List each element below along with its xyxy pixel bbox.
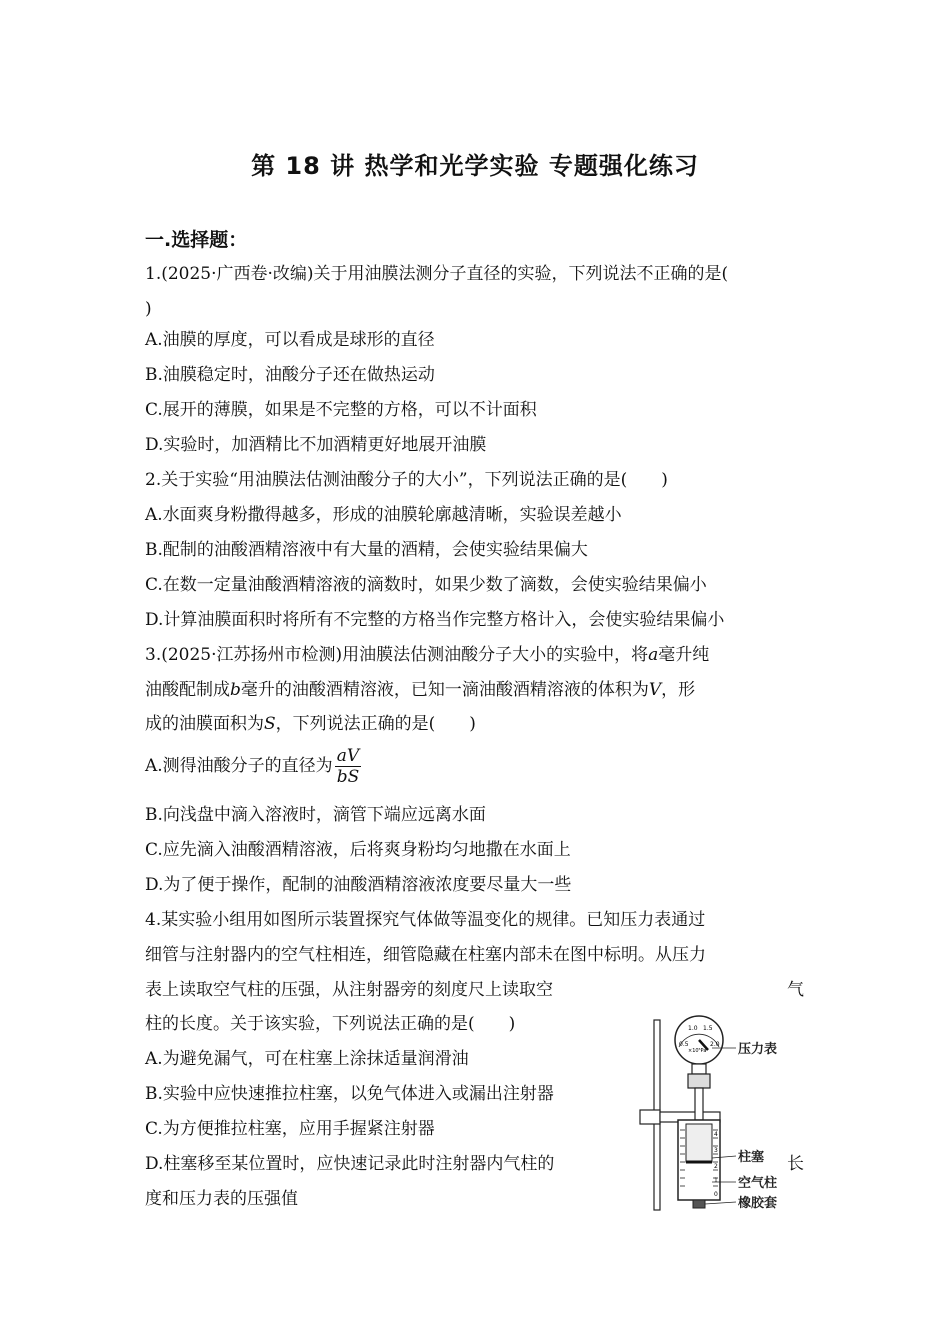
q4-stem-line3: 表上读取空气柱的压强，从注射器旁的刻度尺上读取空: [145, 980, 553, 1000]
apparatus-figure: [632, 1012, 807, 1217]
q2-stem: 2.关于实验“用油膜法估测油酸分子的大小”，下列说法正确的是( ): [145, 470, 668, 490]
label-plunger: 柱塞: [738, 1150, 765, 1165]
gauge-stem: [692, 1064, 706, 1074]
q4-stem-line4: 柱的长度。关于该实验，下列说法正确的是( ): [145, 1014, 516, 1034]
fraction: $\frac{aV}{bS}$: [336, 746, 360, 787]
gauge-tick-label: 1.5: [703, 1025, 713, 1032]
gauge-tick-label: 2.0: [710, 1041, 720, 1048]
rubber-cap: [693, 1200, 705, 1208]
q3-stem-line2: 油酸配制成b毫升的油酸酒精溶液，已知一滴油酸酒精溶液的体积为V，形: [145, 680, 696, 700]
q2-option-c: C.在数一定量油酸酒精溶液的滴数时，如果少数了滴数，会使实验结果偏小: [145, 575, 707, 595]
q4-option-c: C.为方便推拉柱塞，应用手握紧注射器: [145, 1119, 435, 1139]
plunger-rod: [695, 1088, 703, 1120]
label-air-column: 空气柱: [738, 1176, 778, 1191]
q1-option-a: A.油膜的厚度，可以看成是球形的直径: [145, 330, 435, 350]
q4-option-d: D.柱塞移至某位置时，应快速记录此时注射器内气柱的: [145, 1154, 555, 1174]
label-rubber-cap: 橡胶套: [738, 1196, 778, 1211]
q3-stem-line1: 3.(2025·江苏扬州市检测)用油膜法估测油酸分子大小的实验中，将a毫升纯: [145, 645, 710, 665]
section-heading: 一.选择题：: [145, 229, 248, 251]
q4-stem-line1: 4.某实验小组用如图所示装置探究气体做等温变化的规律。已知压力表通过: [145, 910, 706, 930]
q4-stem-line2: 细管与注射器内的空气柱相连，细管隐藏在柱塞内部未在图中标明。从压力: [145, 945, 706, 965]
label-pressure-gauge: 压力表: [738, 1042, 778, 1057]
q1-option-b: B.油膜稳定时，油酸分子还在做热运动: [145, 365, 435, 385]
scale-number: 4: [714, 1131, 718, 1138]
q2-option-d: D.计算油膜面积时将所有不完整的方格当作完整方格计入，会使实验结果偏小: [145, 610, 725, 630]
q4-option-d-end: 长: [787, 1154, 804, 1174]
q1-stem: 1.(2025·广西卷·改编)关于用油膜法测分子直径的实验，下列说法不正确的是(: [145, 264, 729, 284]
gauge-tick-label: 0.5: [679, 1041, 689, 1048]
q4-option-b: B.实验中应快速推拉柱塞，以免气体进入或漏出注射器: [145, 1084, 554, 1104]
q1-option-c: C.展开的薄膜，如果是不完整的方格，可以不计面积: [145, 400, 537, 420]
scale-number: 2: [714, 1163, 718, 1170]
q2-option-b: B.配制的油酸酒精溶液中有大量的酒精，会使实验结果偏大: [145, 540, 588, 560]
plunger: [686, 1124, 712, 1162]
q4-option-a: A.为避免漏气，可在柱塞上涂抹适量润滑油: [145, 1049, 469, 1069]
q3-option-b: B.向浅盘中滴入溶液时，滴管下端应远离水面: [145, 805, 486, 825]
q3-stem-line3: 成的油膜面积为S，下列说法正确的是( ): [145, 714, 476, 734]
apparatus-drawing: [632, 1012, 807, 1217]
leader-line: [705, 1202, 736, 1204]
clamp-knob: [640, 1110, 660, 1124]
q4-option-d-cont: 度和压力表的压强值: [145, 1189, 298, 1209]
gauge-unit-label: ×10⁵Pa: [688, 1048, 707, 1054]
q2-option-a: A.水面爽身粉撒得越多，形成的油膜轮廓越清晰，实验误差越小: [145, 505, 622, 525]
gauge-tick-label: 1.0: [688, 1025, 698, 1032]
page-title: 第 18 讲 热学和光学实验 专题强化练习: [251, 152, 699, 180]
q1-stem-cont: ): [145, 299, 152, 319]
q1-option-d: D.实验时，加酒精比不加酒精更好地展开油膜: [145, 435, 487, 455]
q3-option-a: A.测得油酸分子的直径为 $\frac{aV}{bS}$: [145, 746, 360, 787]
scale-number: 3: [714, 1147, 718, 1154]
q4-stem-line3-end: 气: [787, 980, 804, 1000]
scale-number: 1: [714, 1177, 718, 1184]
gauge-nut: [688, 1074, 710, 1088]
q3-option-c: C.应先滴入油酸酒精溶液，后将爽身粉均匀地撒在水面上: [145, 840, 571, 860]
scale-number: 0: [714, 1191, 718, 1198]
q3-option-d: D.为了便于操作，配制的油酸酒精溶液浓度要尽量大一些: [145, 875, 572, 895]
